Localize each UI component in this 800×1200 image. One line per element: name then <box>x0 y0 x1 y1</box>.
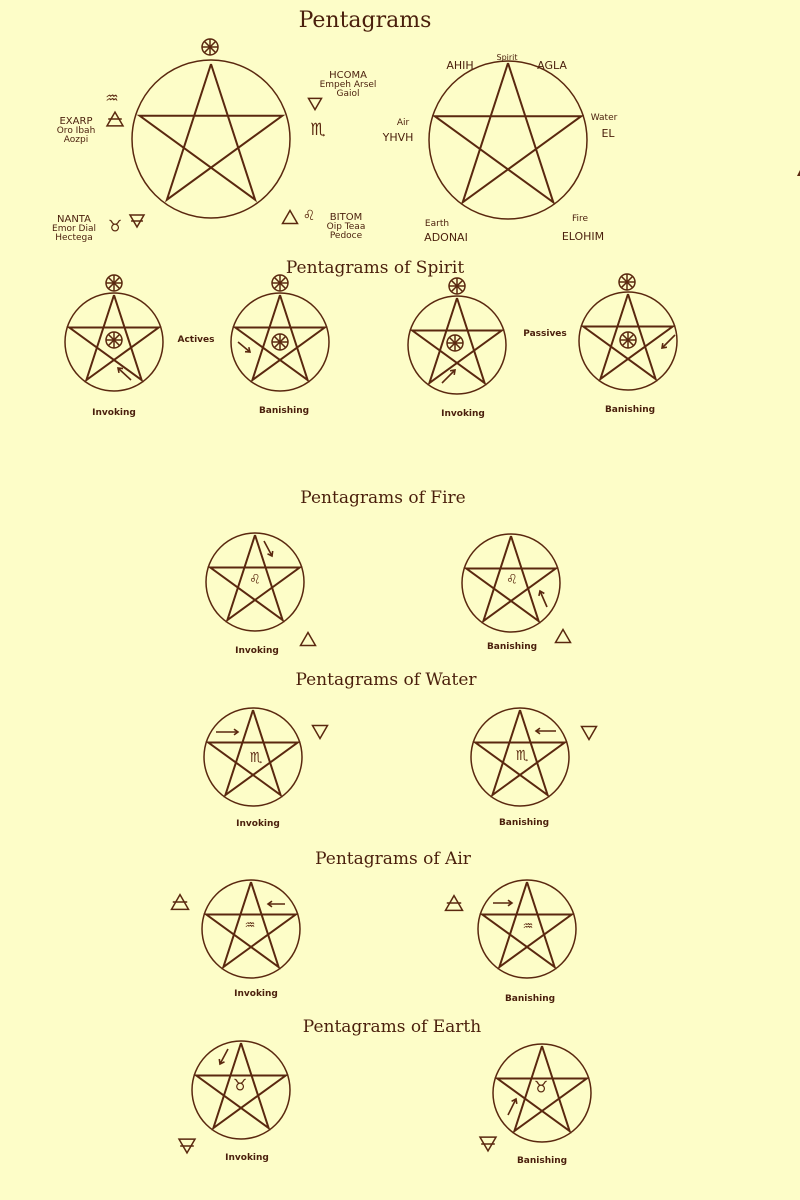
page-title: Pentagrams <box>298 8 432 33</box>
spirit-wheel-icon <box>106 275 122 291</box>
wheel-spoke <box>455 343 461 349</box>
fire-direction-arrow <box>264 541 273 556</box>
spirit-wheel-icon <box>272 334 288 350</box>
water-invoking-caption: Invoking <box>236 819 280 829</box>
earth-point-label: Earth <box>424 219 450 229</box>
air-banishing-caption: Banishing <box>504 994 556 1004</box>
wheel-spoke <box>108 283 114 289</box>
pentagram-circle <box>429 61 587 219</box>
wheel-spoke <box>210 47 216 53</box>
spirit-point-label: Spirit <box>496 53 518 62</box>
triangle-outline <box>582 727 597 740</box>
spirit-wheel-icon <box>449 278 465 294</box>
wheel-spoke <box>621 276 627 282</box>
aquarius-icon: ♒ <box>522 919 534 933</box>
scorpio-icon: ♏ <box>515 748 529 764</box>
spirit-passive-banishing-caption: Banishing <box>604 405 656 415</box>
wheel-spoke <box>455 337 461 343</box>
wheel-spoke <box>449 337 455 343</box>
water-triangle-icon <box>582 727 597 740</box>
spirit-passive-invoking-caption: Invoking <box>441 409 485 419</box>
wheel-spoke <box>114 283 120 289</box>
aquarius-icon: ♒ <box>105 89 119 107</box>
water-heading: Pentagrams of Water <box>295 670 477 690</box>
spirit-direction-arrow <box>662 335 675 348</box>
wheel-spoke <box>274 283 280 289</box>
earth-direction-arrow <box>508 1099 517 1115</box>
wheel-spoke <box>280 342 286 348</box>
spirit-wheel-icon <box>202 39 218 55</box>
aquarius-icon: ♒ <box>244 918 256 932</box>
wheel-spoke <box>204 41 210 47</box>
air-triangle-icon <box>172 895 189 910</box>
air-point-label: Air <box>396 118 410 128</box>
elohim-label: ELOHIM <box>561 230 605 243</box>
fire-point-label: Fire <box>571 214 589 224</box>
wheel-spoke <box>114 277 120 283</box>
actives-label: Actives <box>177 335 215 345</box>
spirit-active-banishing-caption: Banishing <box>258 406 310 416</box>
water-angel-label: HCOMA Empeh Arsel Gaiol <box>319 70 377 99</box>
fire-heading: Pentagrams of Fire <box>300 488 466 508</box>
earth-triangle-icon <box>179 1139 195 1153</box>
wheel-spoke <box>114 334 120 340</box>
spirit-wheel-icon <box>620 332 636 348</box>
wheel-spoke <box>628 340 634 346</box>
wheel-spoke <box>627 276 633 282</box>
arrow-shaft <box>238 342 250 352</box>
earth-triangle-icon <box>480 1137 496 1151</box>
earth-angel-label: NANTA Emor Dial Hectega <box>52 214 96 243</box>
earth-heading: Pentagrams of Earth <box>302 1017 482 1037</box>
pentagram-star <box>140 64 283 200</box>
earth-direction-arrow <box>219 1049 228 1064</box>
triangle-outline <box>283 211 298 224</box>
water-point-label: Water <box>590 113 618 123</box>
main-pentagram-left <box>132 60 290 218</box>
wheel-spoke <box>114 340 120 346</box>
water-banishing-caption: Banishing <box>498 818 550 828</box>
scorpio-icon: ♏ <box>310 120 326 140</box>
air-direction-arrow <box>268 901 285 907</box>
water-triangle-icon <box>313 726 328 739</box>
water-direction-arrow <box>216 729 238 735</box>
taurus-icon: ♉ <box>107 216 123 236</box>
wheel-spoke <box>210 41 216 47</box>
wheel-spoke <box>274 277 280 283</box>
spirit-wheel-icon <box>447 335 463 351</box>
adonai-label: ADONAI <box>424 231 468 244</box>
fire-triangle-icon <box>283 211 298 224</box>
main-pentagram-right <box>429 61 587 219</box>
pentagram-star <box>435 63 581 202</box>
air-triangle-icon <box>446 896 463 911</box>
wheel-spoke <box>274 336 280 342</box>
air-heading: Pentagrams of Air <box>315 849 471 869</box>
water-direction-arrow <box>536 728 556 734</box>
wheel-spoke <box>280 283 286 289</box>
water-triangle-icon <box>309 98 322 109</box>
wheel-spoke <box>627 282 633 288</box>
passives-label: Passives <box>523 329 567 339</box>
leo-icon: ♌ <box>506 572 518 588</box>
leo-icon: ♌ <box>302 208 316 224</box>
spirit-active-invoking-caption: Invoking <box>92 408 136 418</box>
spirit-wheel-icon <box>619 274 635 290</box>
air-angel-label: EXARP Oro Ibah Aozpi <box>56 116 96 145</box>
triangle-outline <box>313 726 328 739</box>
yhvh-label: YHVH <box>382 131 414 144</box>
wheel-spoke <box>457 280 463 286</box>
wheel-spoke <box>621 282 627 288</box>
wheel-spoke <box>451 286 457 292</box>
taurus-icon: ♉ <box>232 1075 248 1095</box>
scorpio-icon: ♏ <box>249 750 263 766</box>
air-direction-arrow <box>493 900 512 906</box>
wheel-spoke <box>449 343 455 349</box>
wheel-spoke <box>274 342 280 348</box>
taurus-icon: ♉ <box>533 1077 549 1097</box>
leo-icon: ♌ <box>249 572 261 588</box>
wheel-spoke <box>108 334 114 340</box>
air-invoking-caption: Invoking <box>234 989 278 999</box>
wheel-spoke <box>457 286 463 292</box>
earth-triangle-icon <box>130 215 144 227</box>
triangle-outline <box>309 98 322 109</box>
fire-triangle-icon <box>301 633 316 646</box>
wheel-spoke <box>280 336 286 342</box>
wheel-spoke <box>628 334 634 340</box>
fire-banishing-caption: Banishing <box>486 642 538 652</box>
earth-banishing-caption: Banishing <box>516 1156 568 1166</box>
triangle-outline <box>556 630 571 643</box>
fire-triangle-icon <box>556 630 571 643</box>
wheel-spoke <box>108 340 114 346</box>
wheel-spoke <box>204 47 210 53</box>
air-triangle-icon <box>107 112 123 126</box>
fire-angel-label: BITOM Oip Teaa Pedoce <box>326 212 366 241</box>
arrow-shaft <box>662 335 675 348</box>
wheel-spoke <box>622 334 628 340</box>
wheel-spoke <box>451 280 457 286</box>
wheel-spoke <box>108 277 114 283</box>
spirit-wheel-icon <box>106 332 122 348</box>
triangle-outline <box>301 633 316 646</box>
spirit-heading: Pentagrams of Spirit <box>285 258 465 278</box>
wheel-spoke <box>622 340 628 346</box>
ahih-label: AHIH <box>446 59 474 72</box>
wheel-spoke <box>280 277 286 283</box>
fire-invoking-caption: Invoking <box>235 646 279 656</box>
fire-direction-arrow <box>539 591 547 607</box>
agla-label: AGLA <box>537 59 567 72</box>
pentagram-circle <box>132 60 290 218</box>
el-label: EL <box>601 127 615 140</box>
spirit-direction-arrow <box>238 342 250 352</box>
earth-invoking-caption: Invoking <box>225 1153 269 1163</box>
